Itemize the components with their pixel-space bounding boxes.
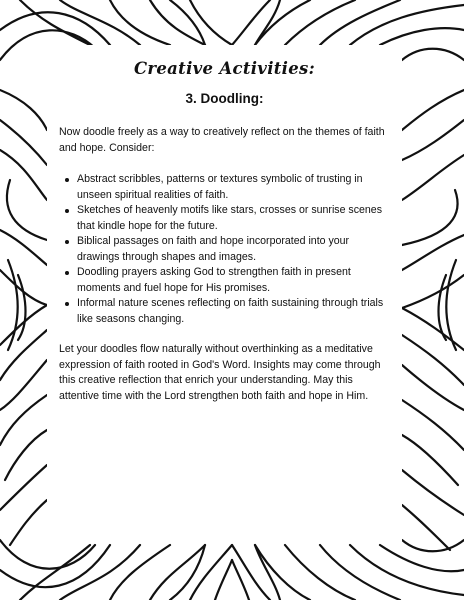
idea-list [55,172,394,327]
content-panel [47,45,402,543]
closing-paragraph: Let your doodles flow naturally without overthinking as a meditative expression of faith rooted in God's Word. Insights may come through this creative reflection that enrich your understanding. May this attentive time with the Lord strengthen both faith and hope in Him. [59,343,381,402]
list-item-text: Sketches of heavenly motifs like stars, crosses or sunrise scenes that kindle hope for the future. [77,204,382,232]
list-item-text: Biblical passages on faith and hope incorporated into your drawings through shapes and images. [77,235,350,263]
list-item [77,172,394,203]
list-item [77,296,394,327]
section-title: 3. Doodling: [185,91,264,106]
bullet-icon [65,271,69,275]
intro-paragraph: Now doodle freely as a way to creatively reflect on the themes of faith and hope. Consider: [59,126,385,154]
list-item [77,203,394,234]
bullet-icon [65,209,69,213]
list-item-text: Doodling prayers asking God to strengthen faith in present moments and fuel hope for His promises. [77,266,351,294]
bullet-icon [65,302,69,306]
list-item [77,265,394,296]
list-item-text: Informal nature scenes reflecting on faith sustaining through trials like seasons changing. [77,297,384,325]
bullet-icon [65,240,69,244]
page-heading: Creative Activities: [133,59,316,78]
list-item-text: Abstract scribbles, patterns or textures symbolic of trusting in unseen spiritual realities of faith. [77,173,363,201]
list-item [77,234,394,265]
bullet-icon [65,178,69,182]
